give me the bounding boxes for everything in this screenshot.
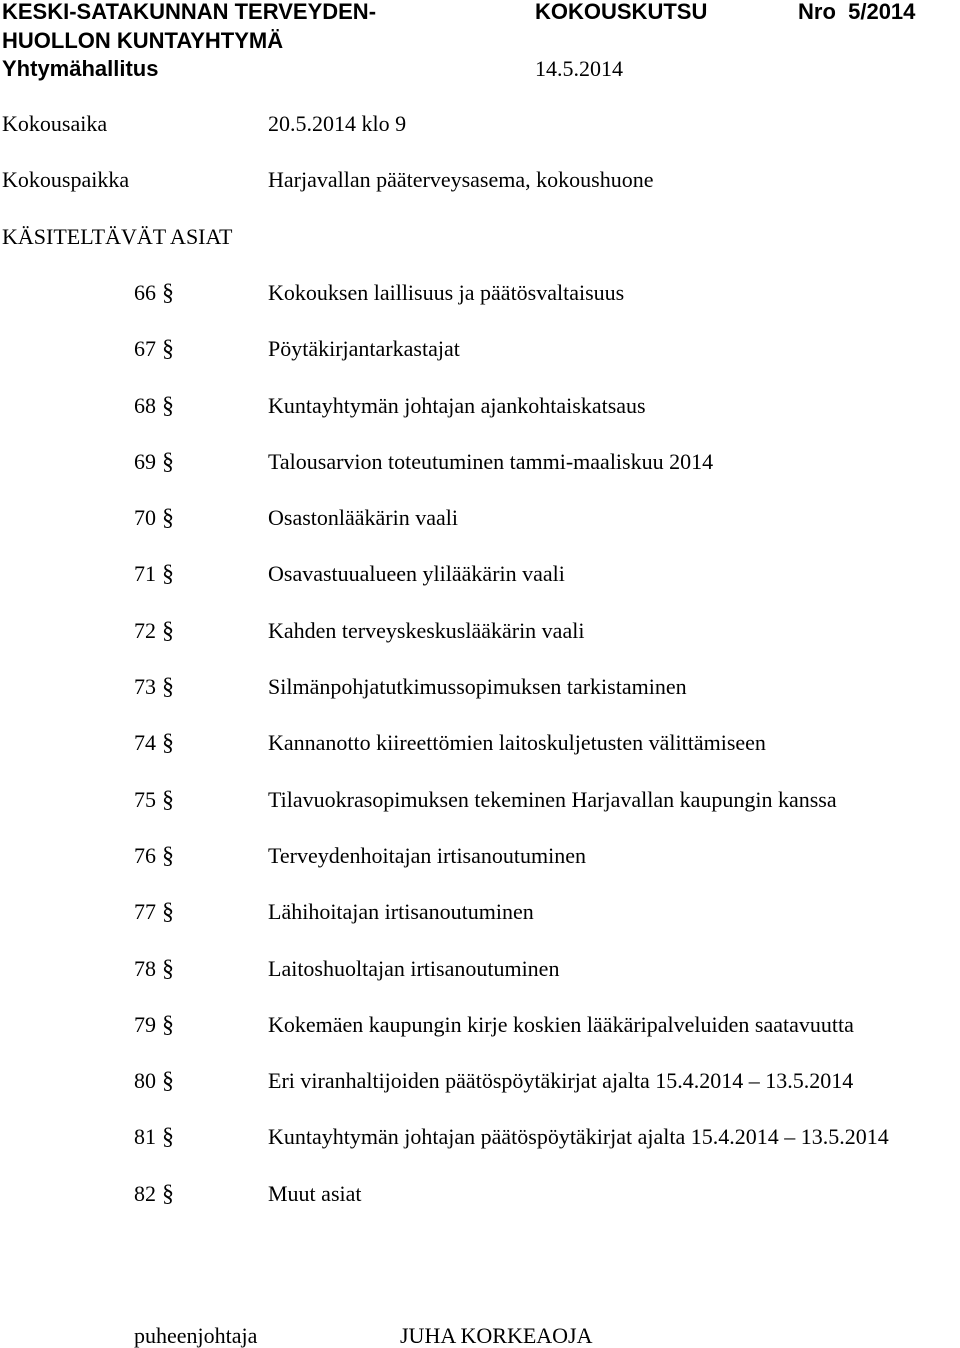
agenda-item-number: 67 bbox=[134, 336, 156, 362]
agenda-item-number: 66 bbox=[134, 280, 156, 305]
agenda-item-title: Pöytäkirjantarkastajat bbox=[268, 336, 460, 362]
agenda-item-title: Silmänpohjatutkimussopimuksen tarkistaminen bbox=[268, 674, 687, 700]
section-sign: § bbox=[162, 336, 174, 363]
agenda-item-67 bbox=[0, 338, 960, 394]
agenda-item-number: 71 bbox=[134, 561, 156, 587]
organization-name-line1: KESKI-SATAKUNNAN TERVEYDEN- bbox=[2, 0, 377, 24]
agenda-item-title: Osavastuualueen ylilääkärin vaali bbox=[268, 561, 565, 587]
agenda-item-79 bbox=[0, 1011, 960, 1070]
agenda-item-75 bbox=[0, 786, 960, 845]
agenda-item-number: 68 bbox=[134, 392, 156, 418]
document-number: Nro 5/2014 bbox=[798, 0, 916, 24]
agenda-item-title: Talousarvion toteutuminen tammi-maaliskuu 2014 bbox=[268, 448, 714, 474]
agenda-item-number: 82 bbox=[134, 1180, 156, 1206]
agenda-item-number: 77 bbox=[134, 899, 156, 925]
agenda-item-title: Kahden terveyskeskuslääkärin vaali bbox=[268, 617, 585, 643]
agenda-item-77 bbox=[0, 901, 960, 957]
agenda-item-82 bbox=[0, 1180, 960, 1239]
agenda-item-80 bbox=[0, 1070, 960, 1126]
agenda-item-number: 69 bbox=[134, 448, 156, 474]
section-sign: § bbox=[162, 561, 174, 588]
section-sign: § bbox=[162, 392, 174, 419]
agenda-item-title: Kuntayhtymän johtajan päätöspöytäkirjat ajalta 15.4.2014 – 13.5.2014 bbox=[268, 1124, 889, 1150]
agenda-item-70 bbox=[0, 507, 960, 563]
agenda-item-73 bbox=[0, 676, 960, 732]
section-sign: § bbox=[162, 1124, 174, 1151]
agenda-item-title: Muut asiat bbox=[268, 1180, 362, 1206]
organization-name-line2: HUOLLON KUNTAYHTYMÄ bbox=[2, 28, 284, 53]
agenda-item-74 bbox=[0, 732, 960, 788]
section-sign: § bbox=[162, 448, 174, 475]
section-sign: § bbox=[162, 842, 174, 869]
signer-name: JUHA KORKEAOJA bbox=[400, 1323, 593, 1348]
agenda-list bbox=[0, 282, 960, 1239]
meeting-place-value: Harjavallan pääterveysasema, kokoushuone bbox=[268, 167, 654, 192]
agenda-item-72 bbox=[0, 617, 960, 676]
document-type: KOKOUSKUTSU bbox=[535, 0, 708, 24]
section-sign: § bbox=[162, 505, 174, 532]
agenda-item-title: Kuntayhtymän johtajan ajankohtaiskatsaus bbox=[268, 392, 646, 418]
agenda-item-number: 81 bbox=[134, 1124, 156, 1150]
section-sign: § bbox=[162, 730, 174, 757]
agenda-item-number: 78 bbox=[134, 955, 156, 981]
meeting-time-value: 20.5.2014 klo 9 bbox=[268, 111, 407, 136]
agenda-item-number: 72 bbox=[134, 617, 156, 643]
meeting-time-label: Kokousaika bbox=[2, 111, 108, 136]
agenda-item-number: 79 bbox=[134, 1011, 156, 1037]
agenda-item-title: Kokemäen kaupungin kirje koskien lääkäripalveluiden saatavuutta bbox=[268, 1011, 854, 1037]
agenda-item-71 bbox=[0, 563, 960, 619]
agenda-item-title: Eri viranhaltijoiden päätöspöytäkirjat ajalta 15.4.2014 – 13.5.2014 bbox=[268, 1068, 854, 1094]
signer-role: puheenjohtaja bbox=[134, 1323, 258, 1348]
agenda-item-title: Osastonlääkärin vaali bbox=[268, 505, 458, 531]
agenda-item-66 bbox=[0, 282, 960, 338]
agenda-item-78 bbox=[0, 955, 960, 1014]
agenda-item-number: 75 bbox=[134, 786, 156, 812]
agenda-item-title: Tilavuokrasopimuksen tekeminen Harjavallan kaupungin kanssa bbox=[268, 786, 837, 812]
agenda-item-number: 80 bbox=[134, 1068, 156, 1094]
agenda-item-number: 74 bbox=[134, 730, 156, 756]
section-sign: § bbox=[162, 617, 174, 644]
agenda-item-title: Laitoshuoltajan irtisanoutuminen bbox=[268, 955, 560, 981]
document-date: 14.5.2014 bbox=[535, 56, 623, 81]
section-sign: § bbox=[162, 899, 174, 926]
agenda-item-76 bbox=[0, 842, 960, 901]
agenda-item-title: Kokouksen laillisuus ja päätösvaltaisuus bbox=[268, 280, 625, 305]
agenda-item-title: Kannanotto kiireettömien laitoskuljetusten välittämiseen bbox=[268, 730, 766, 756]
meeting-place-label: Kokouspaikka bbox=[2, 167, 130, 192]
agenda-item-number: 73 bbox=[134, 674, 156, 700]
section-sign: § bbox=[162, 786, 174, 813]
agenda-item-number: 70 bbox=[134, 505, 156, 531]
section-sign: § bbox=[162, 1068, 174, 1095]
agenda-item-number: 76 bbox=[134, 842, 156, 868]
section-sign: § bbox=[162, 280, 174, 306]
section-sign: § bbox=[162, 1180, 174, 1207]
agenda-item-69 bbox=[0, 448, 960, 507]
committee-name: Yhtymähallitus bbox=[2, 56, 159, 81]
section-sign: § bbox=[162, 955, 174, 982]
agenda-item-68 bbox=[0, 392, 960, 451]
section-sign: § bbox=[162, 1011, 174, 1038]
agenda-heading: KÄSITELTÄVÄT ASIAT bbox=[2, 224, 233, 249]
section-sign: § bbox=[162, 674, 174, 701]
agenda-item-81 bbox=[0, 1126, 960, 1182]
agenda-item-title: Terveydenhoitajan irtisanoutuminen bbox=[268, 842, 586, 868]
agenda-item-title: Lähihoitajan irtisanoutuminen bbox=[268, 899, 534, 925]
